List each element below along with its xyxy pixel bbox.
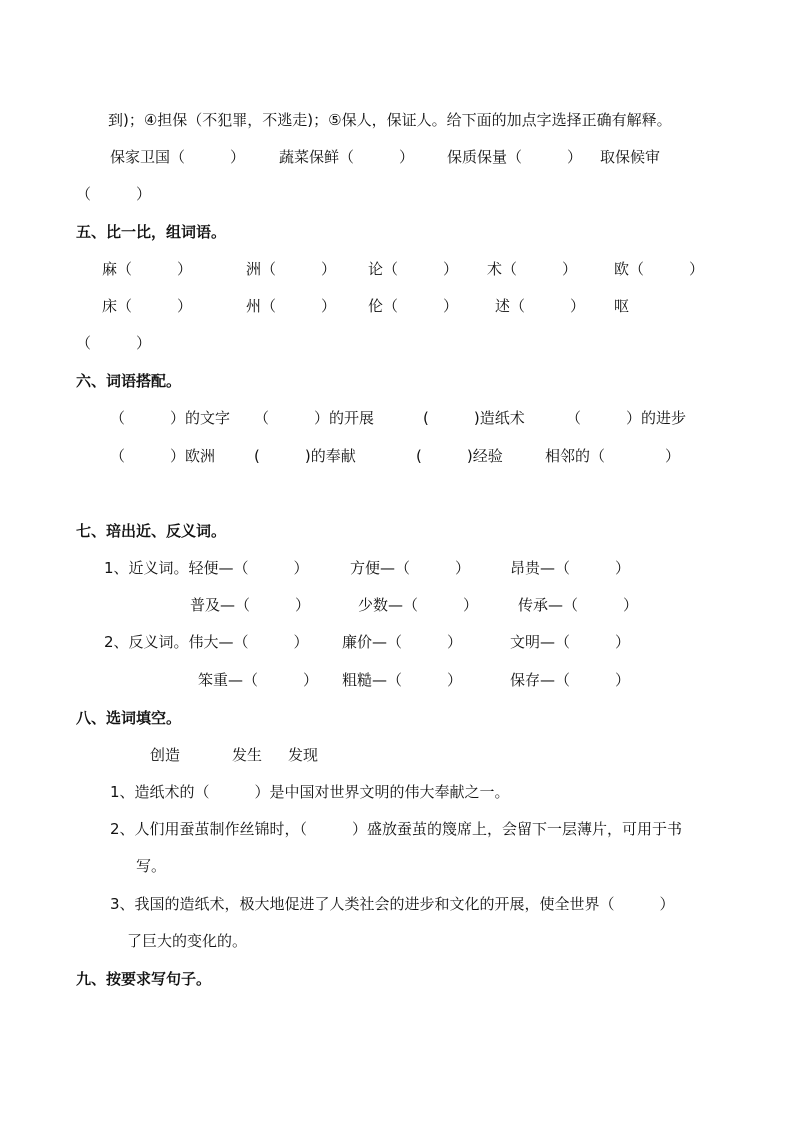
s7-r3-3: 文明—（ ）: [510, 633, 631, 651]
s6-r1-4: （ ）的进步: [566, 409, 687, 427]
s8-choice-1: 创造: [150, 746, 181, 764]
s8-choice-2: 发生: [232, 746, 263, 764]
s6-r1-2: （ ）的开展: [254, 409, 375, 427]
intro-word-4: 取保候审: [600, 148, 661, 166]
s7-r1-1: 1、近义词。轻便—（ ）: [104, 559, 309, 577]
intro-word-3: 保质保量（ ）: [447, 148, 583, 166]
s7-r1-3: 昂贵—（ ）: [510, 559, 631, 577]
s6-r2-4: 相邻的（ ）: [545, 447, 681, 465]
intro-line: 到)；④担保（不犯罪，不逃走)；⑤保人，保证人。给下面的加点字选择正确有解释。: [108, 111, 672, 129]
s5-r2-2: 州（ ）: [246, 297, 337, 315]
section8-heading: 八、选词填空。: [76, 709, 182, 727]
s6-r2-2: ( )的奉献: [254, 447, 356, 465]
s5-r1-3: 论（ ）: [368, 260, 459, 278]
s6-r2-3: ( )经验: [416, 447, 503, 465]
s6-r2-1: （ ）欧洲: [110, 447, 216, 465]
intro-word-1: 保家卫国（ ）: [110, 148, 246, 166]
s5-r2-3: 伦（ ）: [368, 297, 459, 315]
s5-r1-1: 麻（ ）: [102, 260, 193, 278]
section7-heading: 七、琣出近、反义词。: [76, 522, 227, 540]
s5-r2-5: 呕: [614, 297, 630, 315]
s7-r2-3: 传承—（ ）: [518, 596, 639, 614]
s8-q3-cont: 了巨大的变化的。: [127, 932, 248, 950]
section9-heading: 九、按要求写句子。: [76, 970, 212, 988]
s7-r1-2: 方便—（ ）: [350, 559, 471, 577]
s8-choice-3: 发现: [288, 746, 319, 764]
s5-r1-4: 术（ ）: [487, 260, 578, 278]
s7-r4-2: 粗糙—（ ）: [342, 671, 463, 689]
s7-r2-2: 少数—（ ）: [358, 596, 479, 614]
s5-r1-5: 欧（ ）: [614, 260, 705, 278]
s6-r1-3: ( )造纸术: [423, 409, 525, 427]
s8-q3: 3、我国的造纸术，极大地促进了人类社会的进步和文化的开展，使全世界（ ）: [110, 895, 675, 913]
s7-r3-2: 廉价—（ ）: [342, 633, 463, 651]
s7-r3-1: 2、反义词。伟大—（ ）: [104, 633, 309, 651]
section6-heading: 六、词语搭配。: [76, 372, 182, 390]
s8-q2-cont: 写。: [136, 857, 167, 875]
s5-r2-1: 床（ ）: [102, 297, 193, 315]
s6-r1-1: （ ）的文字: [110, 409, 231, 427]
s7-r4-3: 保存—（ ）: [510, 671, 631, 689]
intro-cont: （ ）: [76, 185, 152, 203]
s5-r2-4: 述（ ）: [495, 297, 586, 315]
s7-r2-1: 普及—（ ）: [190, 596, 311, 614]
intro-word-2: 蔬菜保鲜（ ）: [279, 148, 415, 166]
s5-cont: （ ）: [76, 334, 152, 352]
s8-q1: 1、造纸术的（ ）是中国对世界文明的伟大奉献之一。: [110, 783, 510, 801]
s7-r4-1: 笨重—（ ）: [198, 671, 319, 689]
section5-heading: 五、比一比，组词语。: [76, 223, 227, 241]
s8-q2: 2、人们用蚕茧制作丝锦时，（ ）盛放蚕茧的篾席上，会留下一层薄片，可用于书: [110, 820, 683, 838]
s5-r1-2: 洲（ ）: [246, 260, 337, 278]
